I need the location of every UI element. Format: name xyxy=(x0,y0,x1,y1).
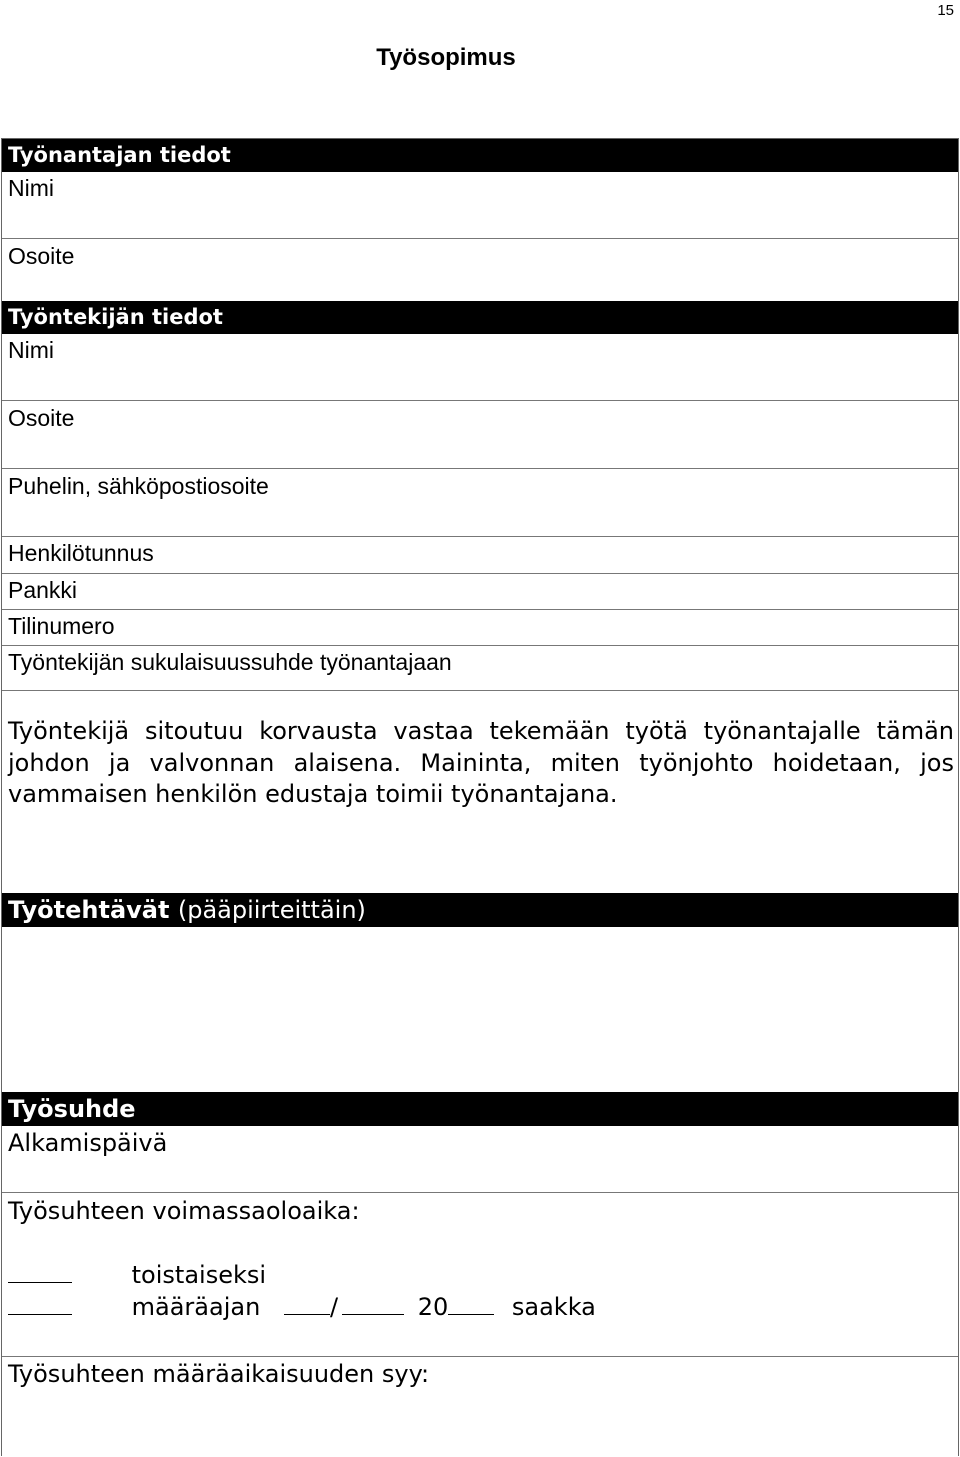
employee-bank-field[interactable] xyxy=(2,574,958,610)
permanent-label: toistaiseksi xyxy=(131,1261,267,1289)
employee-ssn-label: Henkilötunnus xyxy=(8,540,154,566)
employee-name-label: Nimi xyxy=(8,337,54,363)
employee-address-field[interactable] xyxy=(2,401,958,469)
employee-address-label: Osoite xyxy=(8,405,75,431)
document-title: Työsopimus xyxy=(376,44,516,71)
employee-contact-field[interactable] xyxy=(2,469,958,537)
fixed-term-month-blank[interactable] xyxy=(342,1292,404,1315)
employer-address-label: Osoite xyxy=(8,243,75,269)
fixed-term-label: määräajan xyxy=(131,1293,261,1321)
permanent-checkbox-line[interactable] xyxy=(8,1260,72,1283)
employer-address-field[interactable] xyxy=(2,239,958,301)
employer-name-label: Nimi xyxy=(8,175,54,201)
duration-label: Työsuhteen voimassaoloaika: xyxy=(8,1197,360,1225)
commitment-paragraph: Työntekijä sitoutuu korvausta vastaa tekemään työtä työnantajalle tämän johdon ja valvonnan alaisena. Maininta, miten työnjohto hoidetaan, jos vammaisen henkilön edustaja toimii työnantajana. xyxy=(8,717,954,808)
start-date-field[interactable] xyxy=(2,1126,958,1193)
page-number: 15 xyxy=(937,2,954,19)
employee-ssn-field[interactable] xyxy=(2,537,958,574)
tasks-section-header xyxy=(2,893,958,927)
fixed-term-day-blank[interactable] xyxy=(284,1292,330,1315)
duration-field xyxy=(2,1193,958,1357)
fixed-term-year-blank[interactable] xyxy=(448,1292,494,1315)
permanent-option[interactable] xyxy=(8,1260,266,1289)
employee-contact-label: Puhelin, sähköpostiosoite xyxy=(8,473,269,499)
fixed-term-reason-label: Työsuhteen määräaikaisuuden syy: xyxy=(8,1360,430,1388)
employer-name-field[interactable] xyxy=(2,172,958,239)
employee-account-label: Tilinumero xyxy=(8,613,115,639)
employment-contract-form xyxy=(1,138,959,1456)
until-label: saakka xyxy=(511,1293,596,1321)
tasks-field[interactable] xyxy=(2,927,958,1092)
employer-section-header: Työnantajan tiedot xyxy=(2,139,958,172)
employee-bank-label: Pankki xyxy=(8,577,78,603)
tasks-header-normal: (pääpiirteittäin) xyxy=(177,896,366,924)
fixed-term-reason-field[interactable] xyxy=(2,1357,958,1457)
employee-account-field[interactable] xyxy=(2,610,958,646)
fixed-term-option[interactable] xyxy=(8,1292,596,1321)
start-date-label: Alkamispäivä xyxy=(8,1129,168,1157)
employee-relation-label: Työntekijän sukulaisuussuhde työnantajaan xyxy=(8,649,452,675)
employee-name-field[interactable] xyxy=(2,334,958,401)
employee-relation-field[interactable] xyxy=(2,646,958,691)
employment-section-header: Työsuhde xyxy=(2,1092,958,1126)
date-slash: / xyxy=(329,1293,339,1321)
fixed-term-checkbox-line[interactable] xyxy=(8,1292,72,1315)
year-prefix: 20 xyxy=(417,1293,449,1321)
employee-section-header: Työntekijän tiedot xyxy=(2,301,958,334)
tasks-header-bold: Työtehtävät xyxy=(8,896,170,924)
